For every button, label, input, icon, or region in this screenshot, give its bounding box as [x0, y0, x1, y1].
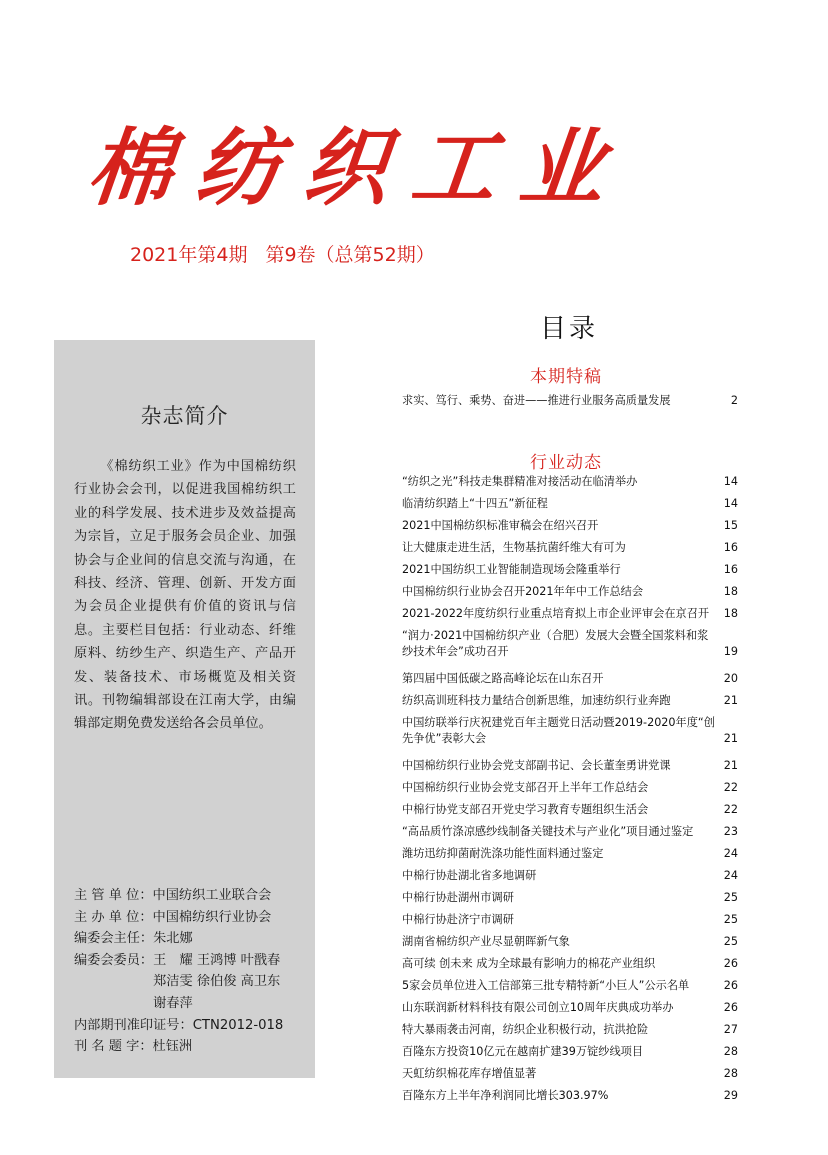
- sponsor-value: 中国棉纺织行业协会: [152, 909, 272, 925]
- toc-entry-title: 中国棉纺织行业协会党支部副书记、会长董奎勇讲党课: [402, 759, 671, 772]
- toc-entry-title: “高品质竹涤凉感纱线制备关键技术与产业化”项目通过鉴定: [402, 825, 694, 838]
- toc-entry-title: 中棉行协赴湖北省多地调研: [402, 869, 537, 882]
- toc-entry[interactable]: [402, 824, 738, 846]
- toc-entry-page: 25: [723, 891, 738, 904]
- sponsor-label: 主 办 单 位：: [74, 909, 153, 925]
- supervisor-value: 中国纺织工业联合会: [152, 888, 272, 903]
- toc-entry-page: 22: [723, 803, 738, 816]
- permit-value: CTN2012-018: [192, 1017, 284, 1033]
- toc-entry-title: 中国棉纺织行业协会党支部召开上半年工作总结会: [402, 781, 649, 794]
- toc-entry-page: 16: [723, 563, 738, 576]
- toc-entry[interactable]: [402, 758, 738, 780]
- section-title-feature: 本期特稿: [530, 367, 602, 387]
- toc-entry[interactable]: [402, 1022, 738, 1044]
- toc-entry-title: 天虹纺织棉花库存增值显著: [402, 1067, 537, 1080]
- toc-entry-title: 山东联润新材料科技有限公司创立10周年庆典成功举办: [402, 1001, 674, 1014]
- toc-entry-page: 19: [723, 645, 738, 658]
- toc-entry[interactable]: [402, 890, 738, 912]
- toc-entry[interactable]: [402, 518, 738, 540]
- permit-label: 内部期刊准印证号：: [74, 1017, 193, 1033]
- inscription-value: 杜钰洲: [152, 1039, 193, 1055]
- toc-entry-page: 26: [723, 1001, 738, 1014]
- inscription-label: 刊 名 题 字：: [74, 1039, 153, 1055]
- toc-entry-page: 26: [723, 957, 738, 970]
- toc-entry-title: 5家会员单位进入工信部第三批专精特新“小巨人”公示名单: [402, 979, 690, 992]
- masthead-char: 工: [406, 118, 504, 217]
- toc-entry-page: 25: [723, 913, 738, 926]
- toc-list-news: [402, 474, 738, 1110]
- toc-heading: 目录: [540, 314, 599, 344]
- toc-entry[interactable]: [402, 540, 738, 562]
- toc-entry[interactable]: [402, 956, 738, 978]
- intro-title: 杂志简介: [140, 404, 229, 428]
- toc-entry-title: 纺织高训班科技力量结合创新思维，加速纺织行业奔跑: [402, 694, 671, 707]
- toc-entry[interactable]: [402, 693, 738, 715]
- toc-entry-page: 24: [723, 869, 738, 882]
- toc-entry[interactable]: [402, 715, 738, 758]
- toc-entry[interactable]: [402, 1088, 738, 1110]
- director-value: 朱北娜: [153, 931, 193, 947]
- intro-body: 《棉纺织工业》作为中国棉纺织行业协会会刊，以促进我国棉纺织工业的科学发展、技术进步及效益提高为宗旨，立足于服务会员企业、加强协会与企业间的信息交流与沟通，在科技、经济、管理、创新、开发方面为会员企业提供有价值的资讯与信息。主要栏目包括：行业动态、纤维原料、纺纱生产、织造生产、产品开发、装备技术、市场概览及相关资讯。刊物编辑部设在江南大学，由编辑部定期免费发送给各会员单位。: [74, 459, 296, 732]
- section-title-news: 行业动态: [530, 453, 602, 473]
- toc-entry[interactable]: [402, 868, 738, 890]
- toc-entry-title: 高可续 创未来 成为全球最有影响力的棉花产业组织: [402, 957, 656, 970]
- toc-entry[interactable]: [402, 584, 738, 606]
- magazine-intro-panel: [54, 340, 315, 1078]
- toc-entry[interactable]: [402, 934, 738, 956]
- toc-entry-page: 16: [723, 541, 738, 554]
- toc-entry-page: 22: [723, 781, 738, 794]
- director-label: 编委会主任：: [74, 931, 154, 947]
- toc-entry[interactable]: [402, 628, 738, 671]
- toc-entry[interactable]: [402, 802, 738, 824]
- masthead-char: 业: [514, 118, 612, 217]
- toc-entry[interactable]: [402, 606, 738, 628]
- toc-entry[interactable]: [402, 496, 738, 518]
- toc-entry[interactable]: [402, 562, 738, 584]
- toc-entry-title: 特大暴雨袭击河南，纺织企业积极行动，抗洪抢险: [402, 1023, 649, 1036]
- toc-entry-page: 27: [723, 1023, 738, 1036]
- toc-entry-page: 28: [723, 1067, 738, 1080]
- toc-entry-page: 14: [723, 497, 738, 510]
- toc-entry-title: 让大健康走进生活，生物基抗菌纤维大有可为: [402, 541, 626, 554]
- toc-entry-page: 2: [730, 394, 738, 407]
- toc-entry[interactable]: [402, 780, 738, 802]
- toc-entry-page: 21: [723, 759, 738, 772]
- toc-entry-title: 潍坊迅纺抑菌耐洗涤功能性面料通过鉴定: [402, 847, 604, 860]
- toc-entry-page: 23: [723, 825, 738, 838]
- volume-number: 第9卷（总第52期）: [265, 244, 435, 266]
- toc-entry-title: “润力·2021中国棉纺织产业（合肥）发展大会暨全国浆料和浆纱技术年会”成功召开: [402, 629, 709, 658]
- toc-entry-title: 2021中国棉纺织标准审稿会在绍兴召开: [402, 519, 599, 532]
- toc-entry-page: 15: [723, 519, 738, 532]
- toc-entry-title: 中棉行协赴湖州市调研: [402, 891, 514, 904]
- toc-entry[interactable]: [402, 912, 738, 934]
- director-row: [74, 928, 314, 950]
- toc-entry[interactable]: [402, 474, 738, 496]
- toc-entry-page: 21: [723, 732, 738, 745]
- toc-entry-title: 湖南省棉纺织产业尽显朝晖新气象: [402, 935, 570, 948]
- masthead-char: 织: [298, 118, 396, 217]
- toc-entry-page: 14: [723, 475, 738, 488]
- toc-entry-page: 20: [723, 672, 738, 685]
- toc-entry-title: 第四届中国低碳之路高峰论坛在山东召开: [402, 672, 604, 685]
- members-label: 编委会委员：: [74, 952, 154, 968]
- toc-entry-title: “纺织之光”科技走集群精准对接活动在临清举办: [402, 475, 638, 488]
- members-line: 王 耀 王鸿博 叶戬春: [153, 952, 281, 968]
- supervisor-row: [74, 885, 314, 907]
- toc-entry-page: 18: [723, 585, 738, 598]
- toc-entry[interactable]: [402, 846, 738, 868]
- toc-entry-page: 28: [723, 1045, 738, 1058]
- members-line: 郑洁雯 徐伯俊 高卫东: [153, 974, 281, 990]
- masthead-char: 纺: [190, 118, 288, 217]
- toc-entry[interactable]: [402, 978, 738, 1000]
- toc-entry-page: 18: [723, 607, 738, 620]
- toc-entry-title: 中国棉纺织行业协会召开2021年年中工作总结会: [402, 585, 644, 598]
- toc-entry[interactable]: [402, 1000, 738, 1022]
- toc-entry-page: 29: [723, 1089, 738, 1102]
- toc-entry-page: 21: [723, 694, 738, 707]
- issue-number: 2021年第4期: [130, 244, 248, 266]
- masthead-char: 棉: [82, 118, 180, 217]
- members-value: [153, 950, 280, 1015]
- toc-entry-page: 25: [723, 935, 738, 948]
- toc-entry-title: 2021-2022年度纺织行业重点培育拟上市企业评审会在京召开: [402, 607, 710, 620]
- magazine-masthead: [83, 118, 614, 218]
- issue-line: [130, 240, 435, 267]
- toc-entry-title: 百隆东方上半年净利润同比增长303.97%: [402, 1089, 609, 1102]
- toc-entry-title: 求实、笃行、乘势、奋进——推进行业服务高质量发展: [402, 394, 671, 407]
- supervisor-label: 主 管 单 位：: [74, 888, 153, 903]
- toc-entry-page: 26: [723, 979, 738, 992]
- toc-entry-title: 2021中国纺织工业智能制造现场会隆重举行: [402, 563, 621, 576]
- toc-entry-title: 中国纺联举行庆祝建党百年主题党日活动暨2019-2020年度“创先争优”表彰大会: [402, 716, 715, 745]
- toc-entry[interactable]: [402, 671, 738, 693]
- members-row: [74, 950, 314, 1015]
- toc-entry[interactable]: [402, 1044, 738, 1066]
- editorial-info: [74, 885, 314, 1058]
- toc-entry-title: 临清纺织踏上“十四五”新征程: [402, 497, 548, 510]
- toc-entry-title: 百隆东方投资10亿元在越南扩建39万锭纱线项目: [402, 1045, 644, 1058]
- toc-entry[interactable]: [402, 1066, 738, 1088]
- toc-entry-title: 中棉行协党支部召开党史学习教育专题组织生活会: [402, 803, 649, 816]
- toc-list-feature: [402, 393, 738, 415]
- toc-entry-title: 中棉行协赴济宁市调研: [402, 913, 514, 926]
- permit-row: [74, 1015, 314, 1037]
- inscription-row: [74, 1036, 314, 1058]
- members-line: 谢春萍: [153, 995, 193, 1011]
- toc-entry-page: 24: [723, 847, 738, 860]
- toc-entry[interactable]: [402, 393, 738, 415]
- sponsor-row: [74, 907, 314, 929]
